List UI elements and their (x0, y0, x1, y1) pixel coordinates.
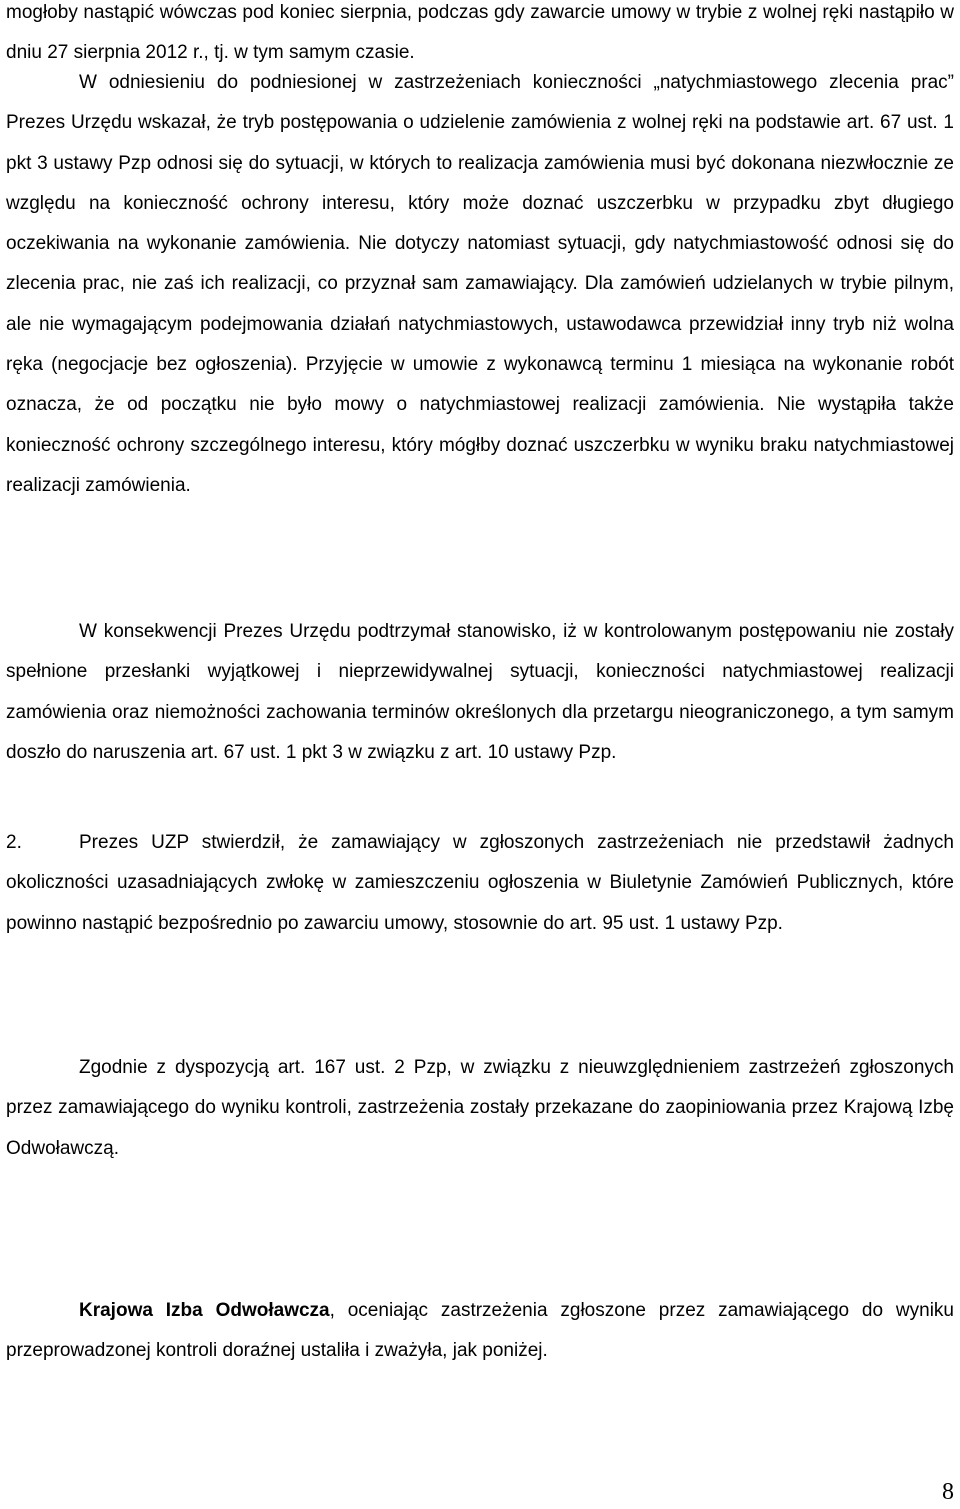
paragraph-point-2-text: Prezes UZP stwierdził, że zamawiający w zgłoszonych zastrzeżeniach nie przedstawił żadnych okoliczności uzasadniających zwłokę w zamieszczeniu ogłoszenia w Biuletynie Zamówień Publicznych, które powinno nastąpić bezpośrednio po zawarciu umowy, stosownie do art. 95 ust. 1 ustawy Pzp. (6, 832, 954, 934)
paragraph-kio-assessment (6, 1291, 954, 1372)
paragraph-referral: Zgodnie z dyspozycją art. 167 ust. 2 Pzp, w związku z nieuwzględnieniem zastrzeżeń zgłoszonych przez zamawiającego do wyniku kontroli, zastrzeżenia zostały przekazane do zaopiniowania przez Krajową Izbę Odwoławczą. (6, 1057, 954, 1159)
list-number: 2. (6, 832, 22, 853)
paragraph-urgency-argument: W odniesieniu do podniesionej w zastrzeżeniach konieczności „natychmiastowego zlecenia prac” Prezes Urzędu wskazał, że tryb postępowania o udzielenie zamówienia z wolnej ręki na podstawie art. 67 ust. 1 pkt 3 ustawy Pzp odnosi się do sytuacji, w których to realizacja zamówienia musi być dokonana niezwłocznie ze względu na konieczność ochrony interesu, który może doznać uszczerbku w przypadku zbyt długiego oczekiwania na wykonanie zamówienia. Nie dotyczy natomiast sytuacji, gdy natychmiastowość odnosi się do zlecenia prac, nie zaś ich realizacji, co przyznał sam zamawiający. Dla zamówień udzielanych w trybie pilnym, ale nie wymagającym podejmowania działań natychmiastowych, ustawodawca przewidział inny tryb niż wolna ręka (negocjacje bez ogłoszenia). Przyjęcie w umowie z wykonawcą terminu 1 miesiąca na wykonanie robót oznacza, że od początku nie było mowy o natychmiastowej realizacji zamówienia. Nie wystąpiła także konieczność ochrony szczególnego interesu, który mógłby doznać uszczerbku w wyniku braku natychmiastowej realizacji zamówienia. (6, 72, 954, 496)
paragraph-conclusion: W konsekwencji Prezes Urzędu podtrzymał stanowisko, iż w kontrolowanym postępowaniu nie zostały spełnione przesłanki wyjątkowej i nieprzewidywalnej sytuacji, konieczności natychmiastowej realizacji zamówienia oraz niemożności zachowania terminów określonych dla przetargu nieograniczonego, a tym samym doszło do naruszenia art. 67 ust. 1 pkt 3 w związku z art. 10 ustawy Pzp. (6, 621, 954, 763)
kio-name: Krajowa Izba Odwoławcza (79, 1300, 330, 1321)
paragraph-continuation: mogłoby nastąpić wówczas pod koniec sierpnia, podczas gdy zawarcie umowy w trybie z wolnej ręki nastąpiło w dniu 27 sierpnia 2012 r., tj. w tym samym czasie. (6, 2, 954, 64)
paragraph-point-2 (6, 823, 954, 944)
page-number: 8 (942, 1479, 954, 1505)
paragraph-kio-assessment-text: , oceniając zastrzeżenia zgłoszone przez zamawiającego do wyniku przeprowadzonej kontroli doraźnej ustaliła i zważyła, jak poniżej. (6, 1300, 954, 1362)
